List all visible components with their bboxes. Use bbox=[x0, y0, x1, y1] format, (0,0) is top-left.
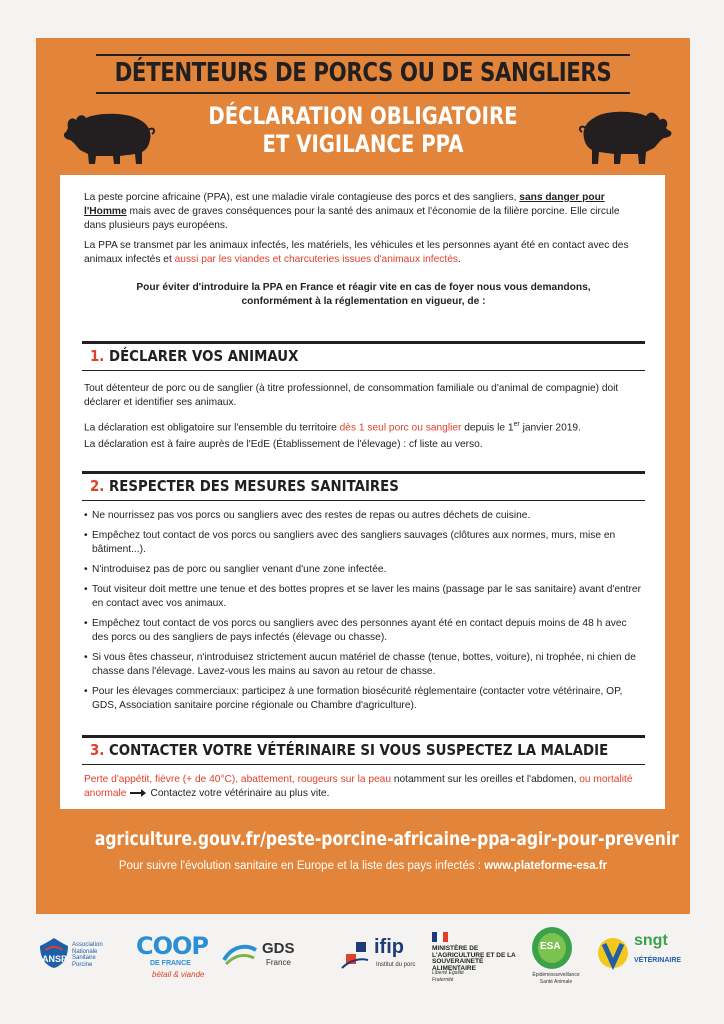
arrow-right-icon bbox=[130, 789, 146, 797]
section-2-title-wrap bbox=[90, 477, 399, 495]
intro-p2-highlight: aussi par les viandes et charcuteries issues d'animaux infectés bbox=[174, 254, 458, 265]
section-3-paragraph bbox=[84, 773, 643, 801]
section-1-header bbox=[82, 341, 645, 371]
section-1-p2-text-end: janvier 2019. bbox=[519, 422, 581, 434]
gds-name: GDS bbox=[262, 940, 295, 957]
list-item: • Si vous êtes chasseur, n'introduisez strictement aucun matériel de chasse (tenue, bottes, voiture), ni trophée, ni chien de chasse dans l'élevage. Lavez-vous les mains au savon au retour de chasse. bbox=[84, 651, 643, 679]
sngtv-sub: VÉTÉRINAIRE bbox=[634, 957, 682, 964]
section-3-number: 3. bbox=[90, 741, 105, 759]
logo-ifip bbox=[340, 926, 430, 986]
ministere-motto: Liberté Égalité Fraternité bbox=[432, 970, 464, 983]
intro-p1-text: La peste porcine africaine (PPA), est une maladie virale contagieuse des porcs et des sangliers, bbox=[84, 192, 520, 203]
section-2-underline bbox=[82, 500, 645, 501]
list-item: • Pour les élevages commerciaux: participez à une formation biosécurité règlementaire (contacter votre vétérinaire, OP, GDS, Association sanitaire porcine régionale ou Chambre d'agriculture). bbox=[84, 685, 643, 713]
content-panel bbox=[60, 175, 665, 809]
section-1-paragraph-1: Tout détenteur de porc ou de sanglier (à titre professionnel, de consommation familiale ou d'animal de compagnie) doit déclarer et identifier ses animaux. bbox=[84, 383, 619, 408]
esa-sub: Épidémiosurveillance Santé Animale bbox=[532, 972, 580, 985]
intro-lead-line-2: conformément à la réglementation en vigueur, de : bbox=[241, 296, 486, 307]
intro-p1-text-end: mais avec de graves conséquences pour la santé des animaux et l'économie de la filière porcine. Elle circule dans plusieurs pays européens. bbox=[84, 206, 620, 231]
logo-coop-de-france bbox=[130, 926, 210, 986]
page-title: DÉTENTEURS DE PORCS OU DE SANGLIERS bbox=[114, 58, 612, 88]
section-1-p2-text-2: depuis le 1 bbox=[461, 422, 514, 434]
section-3-call-to-action: Contactez votre vétérinaire au plus vite. bbox=[150, 788, 330, 799]
french-flag-icon bbox=[432, 932, 448, 942]
list-item: • Tout visiteur doit mettre une tenue et des bottes propres et se laver les mains (passage par le sas sanitaire) avant d'entrer en contact avec vos animaux. bbox=[84, 583, 643, 611]
section-3-symptoms: Perte d'appétit, fièvre (+ de 40°C), abattement, rougeurs sur la peau bbox=[84, 774, 392, 785]
section-3-header bbox=[82, 735, 645, 765]
logo-gds-france bbox=[222, 926, 314, 986]
sngtv-name: sngt bbox=[634, 932, 668, 949]
section-1-number: 1. bbox=[90, 347, 105, 365]
title-rule-bottom bbox=[96, 92, 630, 94]
logo-sngtv bbox=[596, 926, 692, 986]
section-1-underline bbox=[82, 370, 645, 371]
poster bbox=[36, 38, 690, 914]
intro-paragraph-2 bbox=[84, 239, 643, 267]
section-1-paragraph-2 bbox=[84, 418, 643, 435]
intro-lead-line-1: Pour éviter d'introduire la PPA en France et réagir vite en cas de foyer nous vous demandons, bbox=[136, 282, 591, 293]
list-item: • N'introduisez pas de porc ou sanglier venant d'une zone infectée. bbox=[84, 563, 643, 577]
coop-sub: DE FRANCE bbox=[150, 960, 191, 967]
logo-ministere-agriculture bbox=[432, 926, 524, 986]
title-rule-top bbox=[96, 54, 630, 56]
page-subtitle bbox=[95, 102, 631, 158]
section-1-p2-text: La déclaration est obligatoire sur l'ensemble du territoire bbox=[84, 422, 340, 434]
section-2-number: 2. bbox=[90, 477, 105, 495]
footer-note-link[interactable]: www.plateforme-esa.fr bbox=[484, 860, 608, 872]
section-3-text: notamment sur les oreilles et l'abdomen, bbox=[391, 774, 580, 785]
partner-logos bbox=[34, 926, 690, 986]
pig-left-icon bbox=[58, 106, 158, 166]
section-3-rule bbox=[82, 735, 645, 738]
list-item: • Empêchez tout contact de vos porcs ou sangliers avec des personnes ayant été en contact depuis moins de 48 h avec des porcs ou des sangliers de pays infectés (élevage ou chasse). bbox=[84, 617, 643, 645]
intro-p2-text-end: . bbox=[457, 254, 461, 265]
section-1-title-wrap bbox=[90, 347, 298, 365]
intro-p2-text: La PPA se transmet par les animaux infectés, les matériels, les véhicules et les personnes ayant été en contact avec des animaux infectés et bbox=[84, 240, 629, 265]
section-3-title: CONTACTER VOTRE VÉTÉRINAIRE SI VOUS SUSPECTEZ LA MALADIE bbox=[109, 741, 609, 759]
intro-lead bbox=[84, 281, 643, 309]
section-3-underline bbox=[82, 764, 645, 765]
section-2-header bbox=[82, 471, 645, 501]
ansp-name: ANSP bbox=[42, 954, 68, 964]
subtitle-line-1: DÉCLARATION OBLIGATOIRE bbox=[208, 102, 518, 130]
logo-esa bbox=[528, 926, 588, 986]
list-item: • Ne nourrissez pas vos porcs ou sangliers avec des restes de repas ou autres déchets de cuisine. bbox=[84, 509, 643, 523]
intro-p1-emphasis: sans danger pour l'Homme bbox=[84, 192, 605, 217]
gds-swoosh-icon bbox=[222, 942, 258, 966]
section-1-rule bbox=[82, 341, 645, 344]
section-1-title: DÉCLARER VOS ANIMAUX bbox=[109, 347, 299, 365]
logo-ansp bbox=[38, 926, 108, 986]
section-3-mortality: ou mortalité anormale bbox=[84, 774, 633, 799]
ansp-emblem-icon bbox=[38, 936, 70, 970]
section-1-paragraph-3: La déclaration est à faire auprès de l'EdE (Établissement de l'élevage) : cf liste au verso. bbox=[84, 439, 483, 450]
coop-name: COOP bbox=[136, 932, 209, 960]
ifip-name: ifip bbox=[374, 936, 404, 958]
section-1-p2-highlight: dès 1 seul porc ou sanglier bbox=[339, 422, 462, 434]
boar-right-icon bbox=[576, 104, 676, 166]
section-1-p2-sup: er bbox=[513, 421, 520, 428]
coop-tag: bétail & viande bbox=[152, 970, 205, 979]
ifip-sub: Institut du porc bbox=[376, 962, 416, 968]
footer-url[interactable]: agriculture.gouv.fr/peste-porcine-africaine-ppa-agir-pour-prevenir bbox=[94, 828, 679, 850]
section-2-rule bbox=[82, 471, 645, 474]
intro-paragraph-1 bbox=[84, 191, 643, 233]
footer-note bbox=[36, 860, 690, 872]
subtitle-line-2: ET VIGILANCE PPA bbox=[262, 130, 464, 158]
footer-note-text: Pour suivre l'évolution sanitaire en Europe et la liste des pays infectés : bbox=[118, 860, 485, 872]
esa-name: ESA bbox=[540, 941, 561, 952]
ifip-emblem-icon bbox=[340, 940, 370, 970]
list-item: • Empêchez tout contact de vos porcs ou sangliers avec des sangliers sauvages (clôtures aux normes, murs, mise en bâtiment...). bbox=[84, 529, 643, 557]
section-2-title: RESPECTER DES MESURES SANITAIRES bbox=[109, 477, 399, 495]
gds-sub: France bbox=[266, 958, 291, 967]
ministere-name: MINISTÈRE DE L'AGRICULTURE ET DE LA SOUVERAINETÉ ALIMENTAIRE bbox=[432, 945, 516, 972]
sngtv-emblem-icon bbox=[596, 936, 630, 970]
ansp-text: Association Nationale Sanitaire Porcine bbox=[72, 942, 103, 968]
section-3-title-wrap bbox=[90, 741, 608, 759]
